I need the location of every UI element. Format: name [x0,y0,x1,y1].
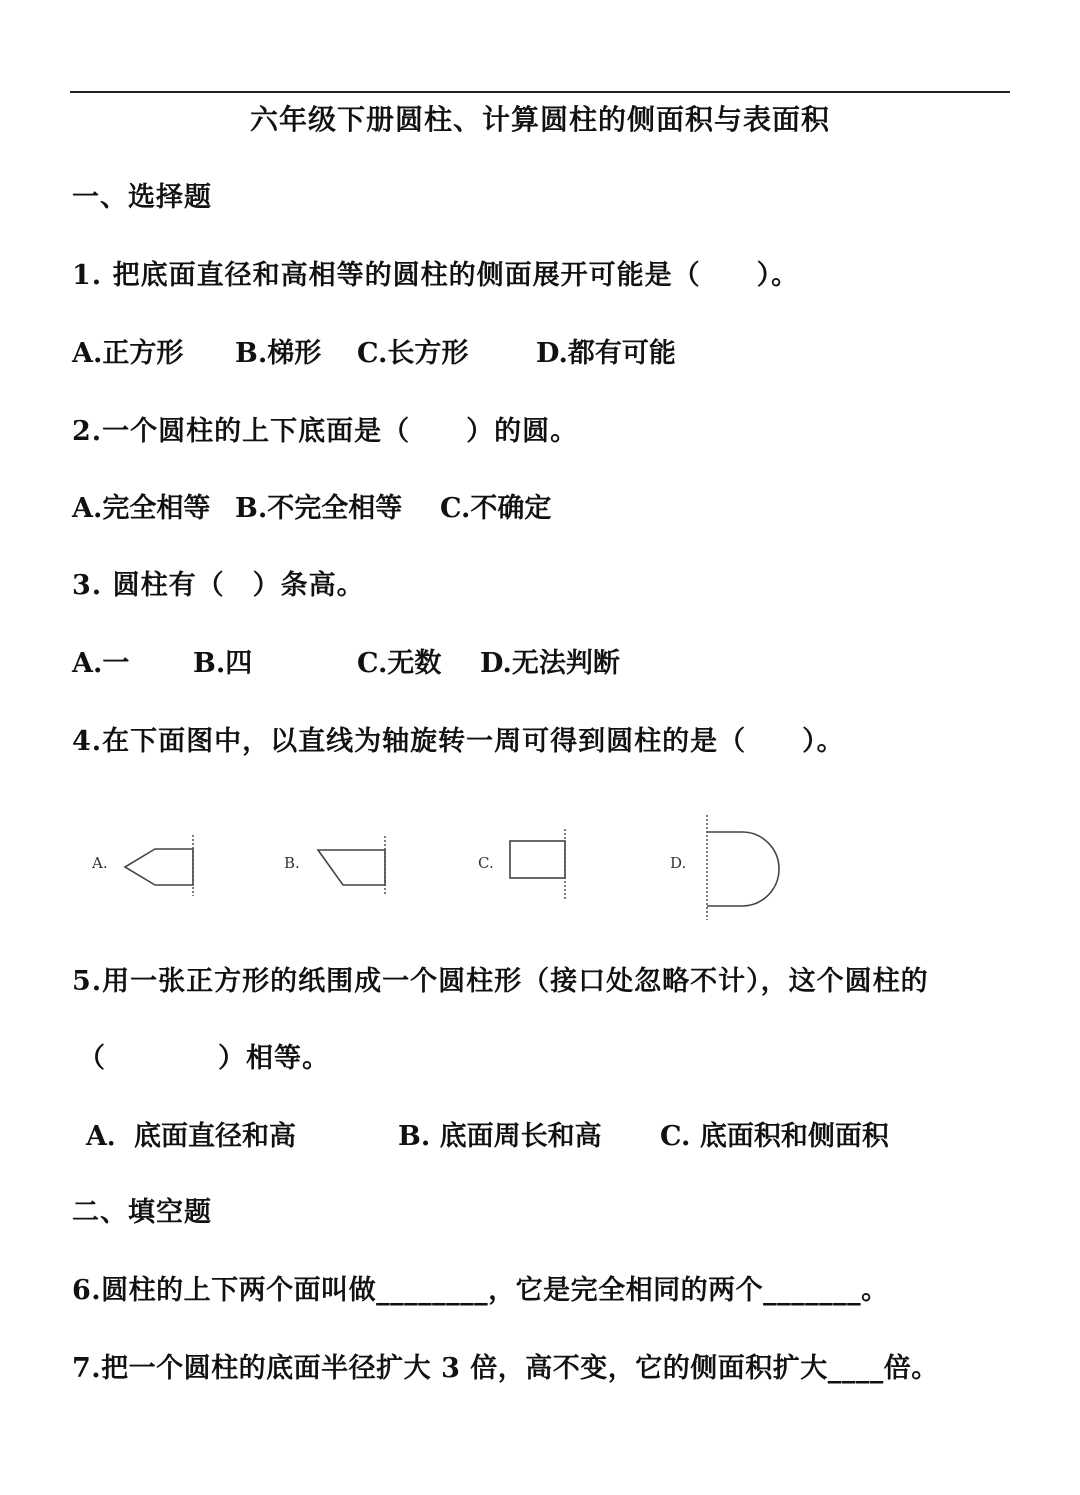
figure-b [284,836,385,896]
q2-option-a: A.完全相等 [72,493,211,524]
figure-a [91,835,193,896]
question-3: 3. 圆柱有（ ）条高。 [72,570,365,601]
q1-option-d: D.都有可能 [536,338,676,369]
q3-option-b: B.四 [193,648,253,679]
q2-option-c: C.不确定 [440,493,552,524]
figure-c-label: C. [478,854,494,872]
question-7: 7.把一个圆柱的底面半径扩大 3 倍，高不变，它的侧面积扩大____倍。 [72,1353,939,1384]
q1-option-a: A.正方形 [72,338,184,369]
q5-option-c: C. 底面积和侧面积 [660,1121,889,1152]
q3-option-c: C.无数 [357,648,442,679]
question-5-line-1: 5.用一张正方形的纸围成一个圆柱形（接口处忽略不计），这个圆柱的 [72,966,929,997]
header-rule [70,91,1010,93]
page-title: 六年级下册圆柱、计算圆柱的侧面积与表面积 [249,103,830,136]
q1-option-b: B.梯形 [235,338,322,369]
section-fill-heading: 二、填空题 [72,1197,212,1228]
section-choice-heading: 一、选择题 [72,182,212,213]
question-2: 2.一个圆柱的上下底面是（ ）的圆。 [72,416,579,447]
question-6: 6.圆柱的上下两个面叫做________，它是完全相同的两个_______。 [72,1275,889,1306]
q3-option-d: D.无法判断 [480,648,620,679]
q4-figures [0,808,1080,928]
q5-option-a: A．底面直径和高 [86,1121,296,1152]
figure-a-label: A. [92,854,108,872]
q2-option-b: B.不完全相等 [235,493,403,524]
question-4: 4.在下面图中，以直线为轴旋转一周可得到圆柱的是（ ）。 [72,726,845,757]
question-5-line-2: （ ）相等。 [78,1043,330,1074]
question-1: 1. 把底面直径和高相等的圆柱的侧面展开可能是（ ）。 [72,260,800,291]
q1-option-c: C.长方形 [357,338,469,369]
q3-option-a: A.一 [72,648,130,679]
q5-option-b: B. 底面周长和高 [398,1121,602,1152]
figure-b-label: B. [284,854,300,872]
figure-d [670,815,779,920]
figure-c [478,829,565,900]
figure-d-label: D. [670,854,687,872]
